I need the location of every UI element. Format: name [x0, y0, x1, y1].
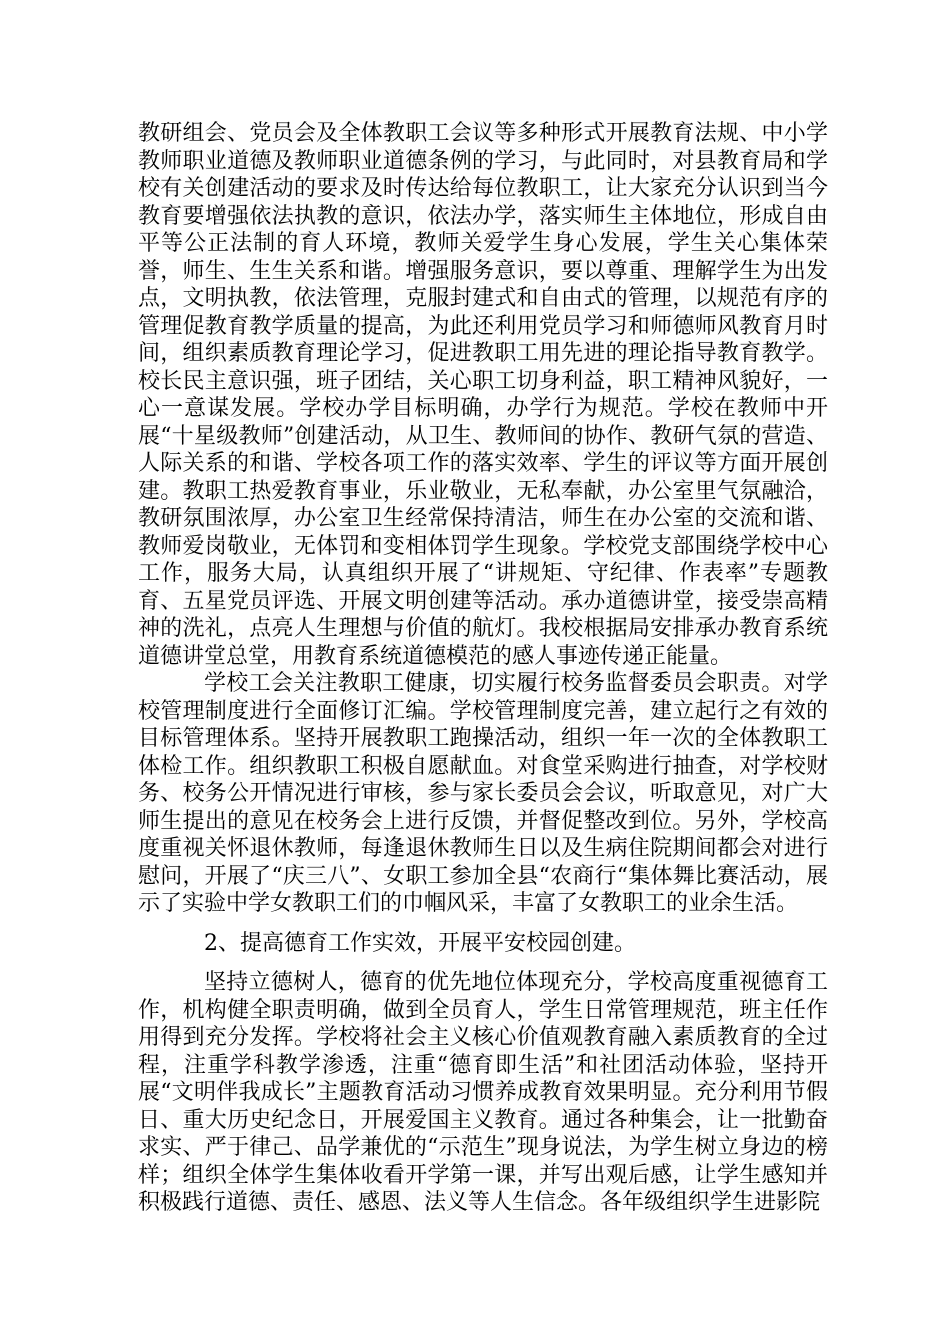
paragraph-moral-education: 坚持立德树人，德育的优先地位体现充分，学校高度重视德育工作，机构健全职责明确，做到全员育人，学生日常管理规范，班主任作用得到充分发挥。学校将社会主义核心价值观教育融入素质教育的全过程，注重学科教学渗透，注重“德育即生活”和社团活动体验，坚持开展“文明伴我成长”主题教育活动习惯养成教育效果明显。充分利用节假日、重大历史纪念日，开展爱国主义教育。通过各种集会，让一批勤奋求实、严于律己、品学兼优的“示范生”现身说法，为学生树立身边的榜样；组织全体学生集体收看开学第一课，并写出观后感，让学生感知并积极践行道德、责任、感恩、法义等人生信念。各年级组织学生进影院	[138, 970, 828, 1215]
paragraph-continuation: 教研组会、党员会及全体教职工会议等多种形式开展教育法规、中小学教师职业道德及教师职业道德条例的学习，与此同时，对县教育局和学校有关创建活动的要求及时传达给每位教职工，让大家充分认识到当今教育要增强依法执教的意识，依法办学，落实师生主体地位，形成自由平等公正法制的育人环境，教师关爱学生身心发展，学生关心集体荣誉，师生、生生关系和谐。增强服务意识，要以尊重、理解学生为出发点，文明执教，依法管理，克服封建式和自由式的管理，以规范有序的管理促教育教学质量的提高，为此还利用党员学习和师德师风教育月时间，组织素质教育理论学习，促进教职工用先进的理论指导教育教学。校长民主意识强，班子团结，关心职工切身利益，职工精神风貌好，一心一意谋发展。学校办学目标明确，办学行为规范。学校在教师中开展“十星级教师”创建活动，从卫生、教师间的协作、教研气氛的营造、人际关系的和谐、学校各项工作的落实效率、学生的评议等方面开展创建。教职工热爱教育事业，乐业敬业，无私奉献，办公室里气氛融洽，教研氛围浓厚，办公室卫生经常保持清洁，师生在办公室的交流和谐、教师爱岗敬业，无体罚和变相体罚学生现象。学校党支部围绕学校中心工作，服务大局，认真组织开展了“讲规矩、守纪律、作表率”专题教育、五星党员评选、开展文明创建等活动。承办道德讲堂，接受崇高精神的洗礼，点亮人生理想与价值的航灯。我校根据局安排承办教育系统道德讲堂总堂，用教育系统道德模范的感人事迹传递正能量。	[138, 121, 828, 669]
section-heading-moral-education: 2、提高德育工作实效，开展平安校园创建。	[204, 930, 636, 956]
document-body	[138, 120, 828, 1217]
paragraph-union-work: 学校工会关注教职工健康，切实履行校务监督委员会职责。对学校管理制度进行全面修订汇编。学校管理制度完善，建立起行之有效的目标管理体系。坚持开展教职工跑操活动，组织一年一次的全体教职工体检工作。组织教职工积极自愿献血。对食堂采购进行抽查，对学校财务、校务公开情况进行审核，参与家长委员会会议，听取意见，对广大师生提出的意见在校务会上进行反馈，并督促整改到位。另外，学校高度重视关怀退休教师，每逢退休教师生日以及生病住院期间都会对进行慰问，开展了“庆三八”、女职工参加全县“农商行“集体舞比赛活动，展示了实验中学女教职工们的巾帼风采，丰富了女教职工的业余生活。	[138, 671, 828, 916]
